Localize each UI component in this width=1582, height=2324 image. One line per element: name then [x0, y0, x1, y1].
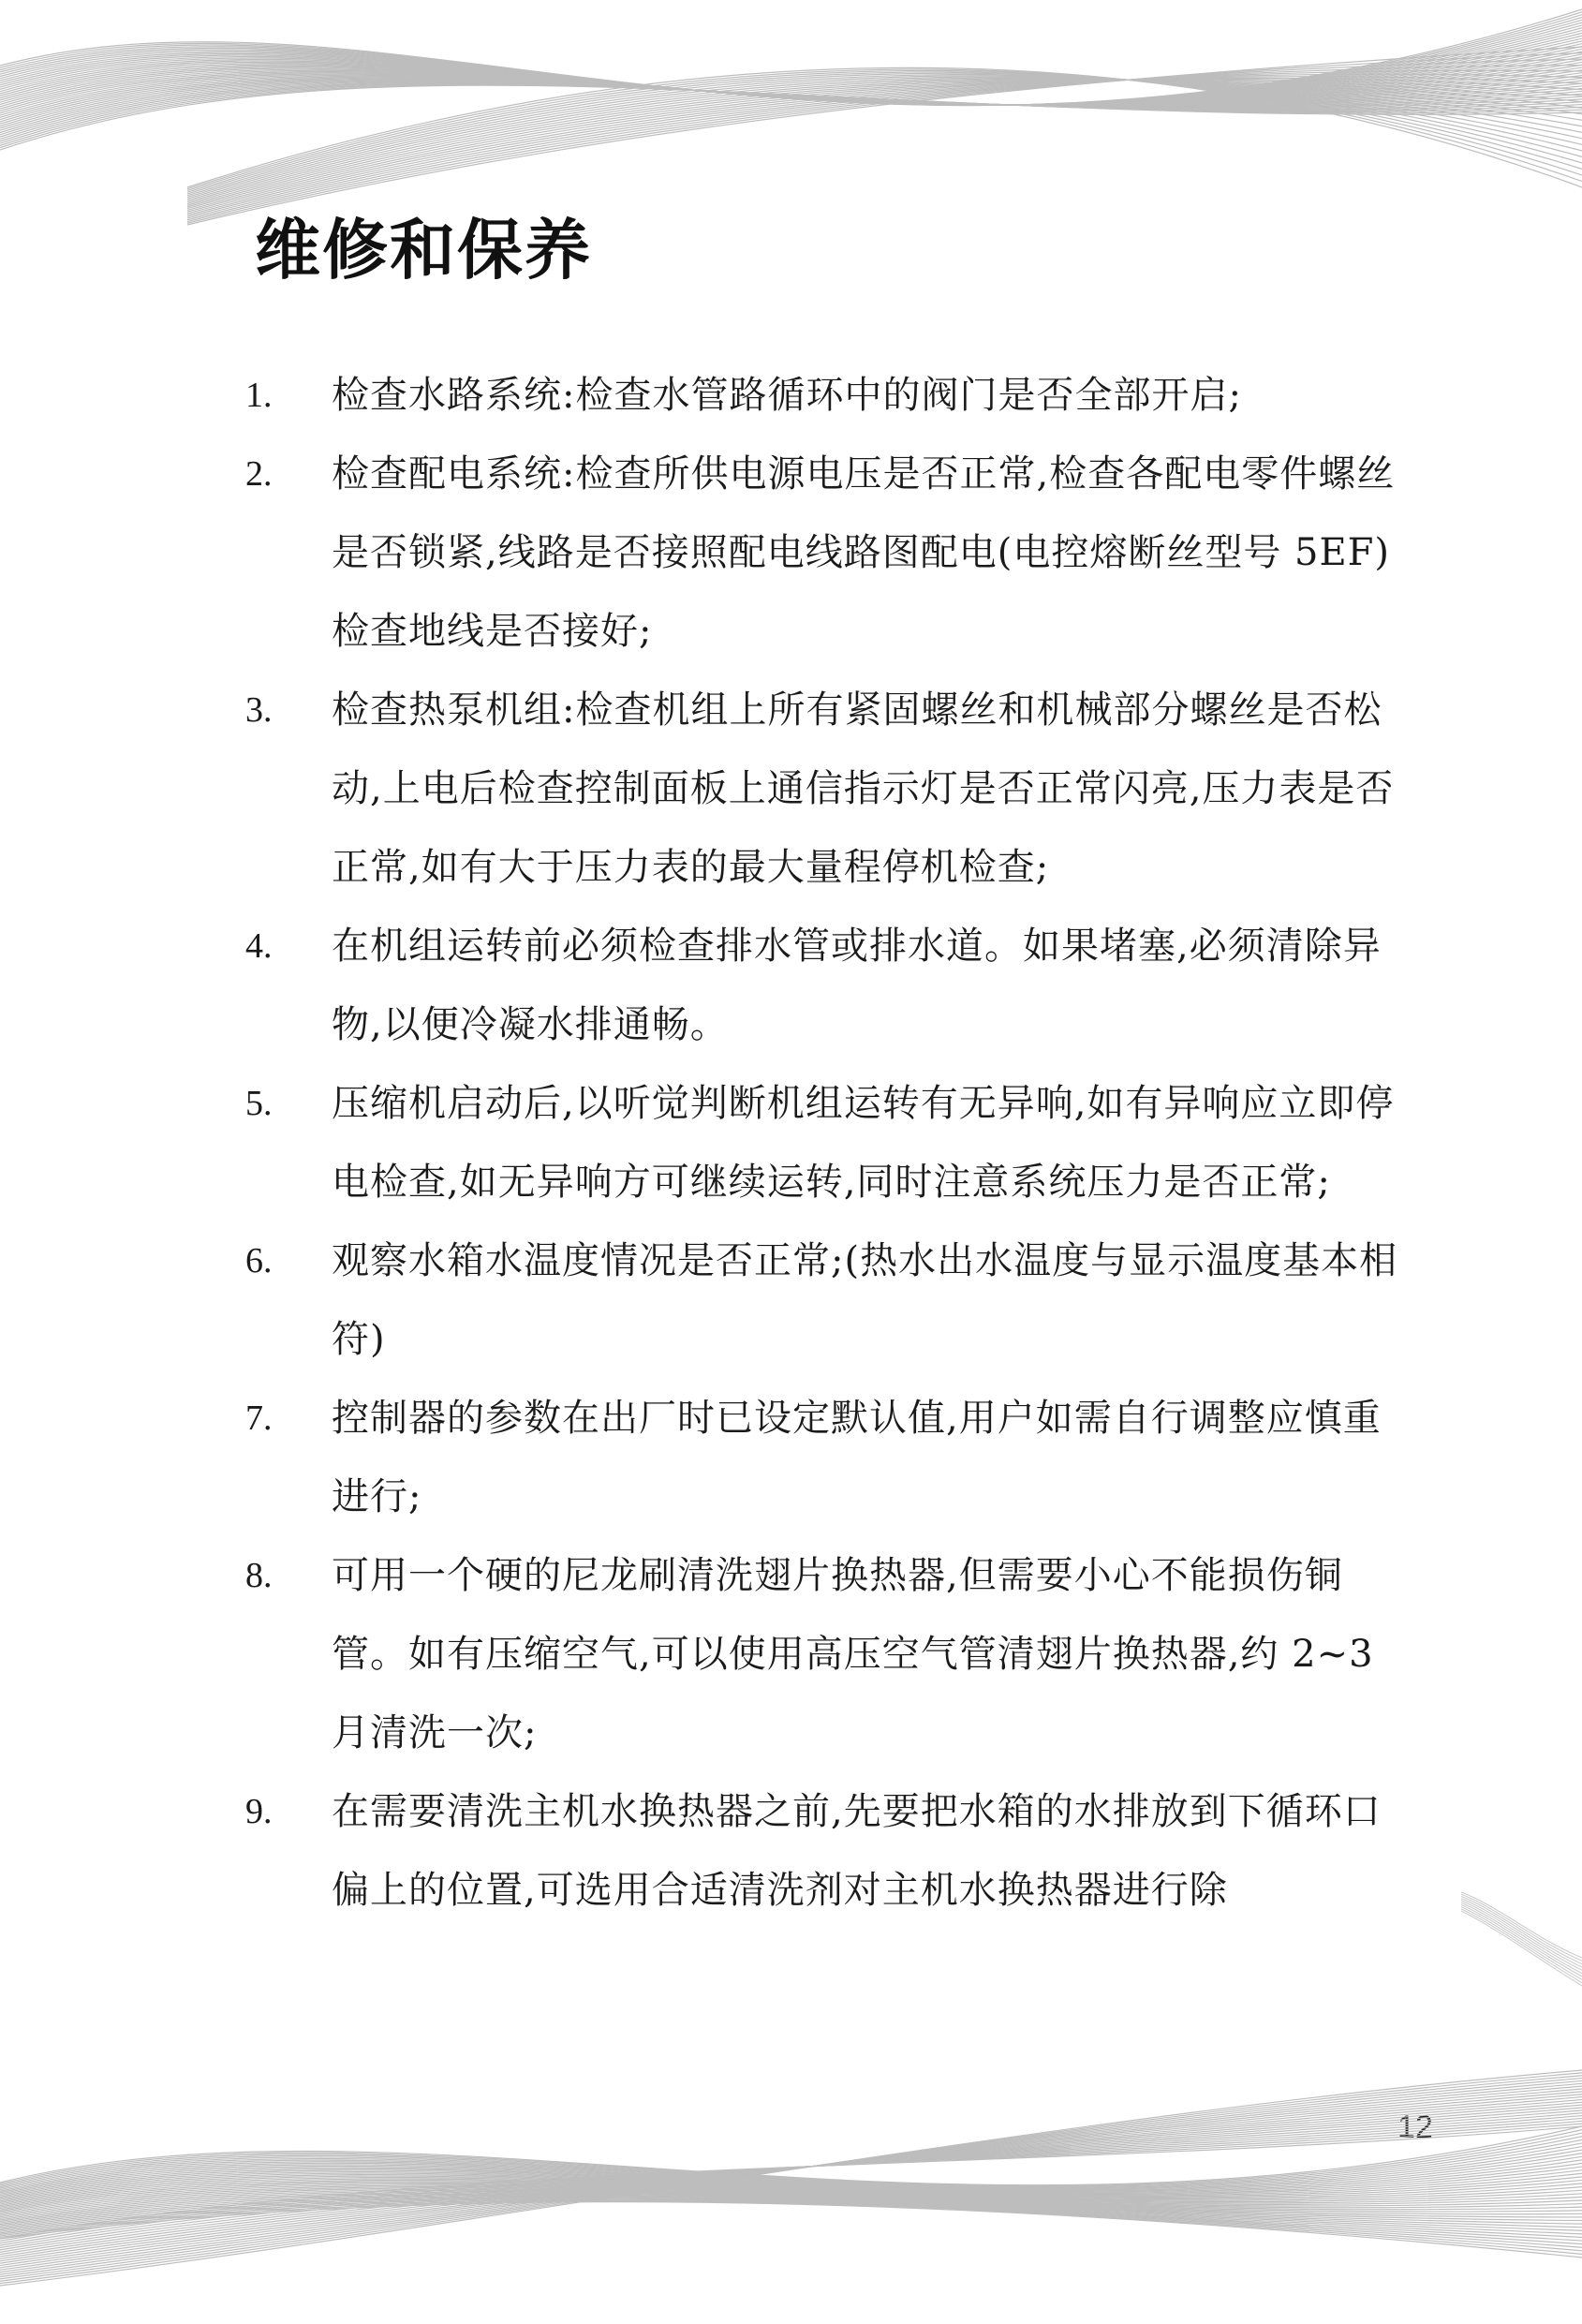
wave-line: [0, 2200, 1582, 2251]
wave-line: [187, 80, 1582, 208]
wave-line: [187, 70, 1582, 218]
item-number: 1.: [245, 376, 273, 415]
wave-line: [1461, 1911, 1582, 1986]
wave-line: [187, 77, 1582, 215]
wave-line: [0, 2172, 1582, 2203]
wave-line: [1461, 1901, 1582, 1970]
wave-line: [0, 20, 1582, 105]
wave-line: [0, 78, 1582, 126]
item-number: 9.: [245, 1792, 273, 1831]
wave-line: [0, 2163, 1582, 2198]
wave-line: [1461, 1896, 1582, 1963]
wave-line: [0, 83, 1582, 141]
wave-line: [187, 69, 1582, 189]
wave-line: [187, 79, 1582, 203]
wave-line: [0, 2105, 1582, 2257]
wave-line: [0, 65, 1582, 111]
wave-line: [0, 2184, 1582, 2216]
wave-line: [0, 2154, 1582, 2195]
wave-line: [0, 2160, 1582, 2197]
wave-line: [0, 2175, 1582, 2206]
wave-line: [0, 2197, 1582, 2241]
wave-line: [0, 76, 1582, 122]
wave-line: [187, 66, 1582, 220]
item-number: 3.: [245, 690, 273, 730]
wave-line: [0, 81, 1582, 135]
wave-line: [187, 74, 1582, 216]
wave-line: [0, 2196, 1582, 2237]
wave-line: [0, 46, 1582, 105]
wave-line: [0, 22, 1582, 105]
item-number: 4.: [245, 926, 273, 966]
wave-line: [187, 80, 1582, 210]
wave-line: [0, 2194, 1582, 2230]
wave-line: [0, 80, 1582, 132]
item-text: 观察水箱水温度情况是否正常;(热水出水温度与显示温度基本相符): [332, 1239, 1398, 1361]
maintenance-list: [245, 356, 1426, 1930]
wave-line: [0, 2102, 1582, 2258]
wave-line: [0, 81, 1582, 137]
item-number: 5.: [245, 1084, 273, 1123]
wave-line: [0, 2198, 1582, 2243]
wave-line: [187, 67, 1582, 187]
wave-line: [0, 15, 1582, 106]
wave-line: [0, 2170, 1582, 2201]
wave-line: [0, 2182, 1582, 2213]
wave-line: [0, 2130, 1582, 2186]
item-text: 控制器的参数在出厂时已设定默认值,用户如需自行调整应慎重进行;: [332, 1397, 1382, 1518]
list-item-4: [245, 907, 1426, 1064]
wave-line: [187, 78, 1582, 213]
wave-line: [0, 2080, 1582, 2276]
item-text: 压缩机启动后,以听觉判断机组运转有无异响,如有异响应立即停电检查,如无异响方可继续运转,同时注意系统压力是否正常;: [332, 1082, 1395, 1204]
wave-line: [0, 2190, 1582, 2223]
wave-line: [0, 2180, 1582, 2211]
page-title: 维修和保养: [255, 212, 592, 289]
wave-line: [0, 2086, 1582, 2272]
wave-line: [0, 82, 1582, 140]
wave-line: [0, 17, 1582, 105]
wave-line: [1461, 1899, 1582, 1967]
wave-line: [0, 2113, 1582, 2250]
wave-line: [0, 2192, 1582, 2225]
wave-line: [0, 2126, 1582, 2185]
item-text: 检查水路系统:检查水管路循环中的阀门是否全部开启;: [332, 374, 1242, 417]
wave-line: [0, 2139, 1582, 2188]
item-text: 在需要清洗主机水换热器之前,先要把水箱的水排放到下循环口偏上的位置,可选用合适清洗剂对主机水换热器进行除: [332, 1790, 1382, 1912]
wave-line: [0, 12, 1582, 106]
wave-line: [187, 76, 1582, 198]
list-item-9: [245, 1772, 1426, 1930]
item-text: 检查配电系统:检查所供电源电压是否正常,检查各配电零件螺丝是否锁紧,线路是否接照配电线路图配电(电控熔断丝型号 5EF)检查地线是否接好;: [332, 452, 1396, 653]
wave-line: [187, 79, 1582, 202]
wave-line: [1461, 1894, 1582, 1961]
wave-line: [0, 83, 1582, 143]
decorative-wave-lines-right: [1461, 1855, 1582, 2005]
item-number: 2.: [245, 454, 273, 494]
wave-line: [0, 2150, 1582, 2193]
item-text: 检查热泵机组:检查机组上所有紧固螺丝和机械部分螺丝是否松动,上电后检查控制面板上通信指示灯是否正常闪亮,压力表是否正常,如有大于压力表的最大量程停机检查;: [332, 688, 1395, 889]
wave-line: [0, 2199, 1582, 2248]
wave-line: [0, 33, 1582, 105]
wave-line: [0, 2186, 1582, 2218]
wave-line: [0, 73, 1582, 118]
wave-line: [0, 2089, 1582, 2270]
wave-line: [0, 28, 1582, 105]
wave-line: [0, 2124, 1582, 2241]
wave-line: [0, 41, 1582, 105]
item-number: 7.: [245, 1399, 273, 1438]
wave-line: [0, 31, 1582, 106]
wave-line: [1461, 1902, 1582, 1974]
wave-line: [187, 77, 1582, 199]
wave-line: [187, 73, 1582, 194]
wave-line: [187, 72, 1582, 192]
wave-line: [187, 75, 1582, 196]
wave-line: [0, 2076, 1582, 2282]
wave-line: [187, 79, 1582, 212]
wave-line: [0, 2188, 1582, 2220]
list-item-8: [245, 1536, 1426, 1772]
list-item-3: [245, 671, 1426, 907]
wave-line: [0, 79, 1582, 128]
wave-line: [0, 2143, 1582, 2190]
wave-line: [0, 77, 1582, 124]
wave-line: [0, 2116, 1582, 2248]
wave-line: [0, 67, 1582, 113]
wave-line: [0, 38, 1582, 105]
wave-line: [0, 2167, 1582, 2199]
wave-line: [0, 2179, 1582, 2210]
wave-line: [0, 2083, 1582, 2274]
wave-line: [1461, 1909, 1582, 1983]
wave-line: [0, 2147, 1582, 2192]
wave-line: [1461, 1907, 1582, 1980]
wave-line: [0, 2156, 1582, 2196]
list-item-6: [245, 1221, 1426, 1379]
wave-line: [187, 80, 1582, 205]
wave-line: [0, 54, 1582, 105]
wave-line: [0, 2183, 1582, 2214]
item-text: 在机组运转前必须检查排水管或排水道。如果堵塞,必须清除异物,以便冷凝水排通畅。: [332, 925, 1382, 1046]
list-item-1: [245, 356, 1426, 435]
wave-line: [0, 2118, 1582, 2245]
wave-line: [0, 2176, 1582, 2207]
wave-line: [0, 36, 1582, 105]
wave-line: [0, 49, 1582, 105]
wave-line: [0, 57, 1582, 105]
wave-line: [0, 75, 1582, 120]
item-text: 可用一个硬的尼龙刷清洗翅片换热器,但需要小心不能损伤铜管。如有压缩空气,可以使用高压空气管清翅片换热器,约 2~3 月清洗一次;: [332, 1554, 1374, 1754]
wave-line: [0, 2185, 1582, 2217]
wave-line: [0, 44, 1582, 105]
wave-line: [0, 2137, 1582, 2187]
wave-line: [187, 47, 1582, 225]
wave-line: [0, 85, 1582, 150]
wave-line: [0, 80, 1582, 131]
wave-line: [187, 80, 1582, 207]
wave-line: [0, 2178, 1582, 2209]
wave-line: [187, 53, 1582, 224]
wave-line: [0, 2193, 1582, 2228]
wave-line: [0, 9, 1582, 106]
wave-line: [0, 2110, 1582, 2252]
wave-line: [187, 59, 1582, 221]
wave-line: [187, 70, 1582, 190]
decorative-wave-lines-top: [0, 0, 1582, 300]
wave-line: [0, 2195, 1582, 2234]
wave-line: [0, 2095, 1582, 2266]
wave-line: [0, 2092, 1582, 2268]
wave-line: [187, 78, 1582, 200]
wave-line: [1461, 1904, 1582, 1976]
wave-line: [0, 2079, 1582, 2279]
wave-line: [0, 2201, 1582, 2255]
wave-line: [0, 2099, 1582, 2260]
wave-line: [0, 2133, 1582, 2186]
decorative-wave-lines-bottom: [0, 2042, 1582, 2324]
wave-line: [0, 84, 1582, 145]
wave-line: [0, 52, 1582, 105]
item-number: 8.: [245, 1556, 273, 1595]
wave-line: [0, 2173, 1582, 2204]
wave-line: [1461, 1892, 1582, 1958]
wave-line: [0, 70, 1582, 115]
wave-line: [0, 2073, 1582, 2284]
wave-line: [0, 2070, 1582, 2286]
page-number: 12: [1397, 2109, 1433, 2145]
list-item-5: [245, 1064, 1426, 1221]
wave-line: [0, 85, 1582, 148]
wave-line: [0, 2097, 1582, 2264]
list-item-7: [245, 1379, 1426, 1536]
wave-line: [0, 2126, 1582, 2239]
item-number: 6.: [245, 1241, 273, 1280]
wave-line: [0, 2189, 1582, 2222]
wave-line: [0, 2121, 1582, 2243]
wave-line: [0, 2108, 1582, 2255]
list-item-2: [245, 435, 1426, 671]
wave-line: [0, 62, 1582, 109]
wave-line: [0, 2202, 1582, 2257]
wave-line: [0, 25, 1582, 105]
wave-line: [0, 60, 1582, 107]
